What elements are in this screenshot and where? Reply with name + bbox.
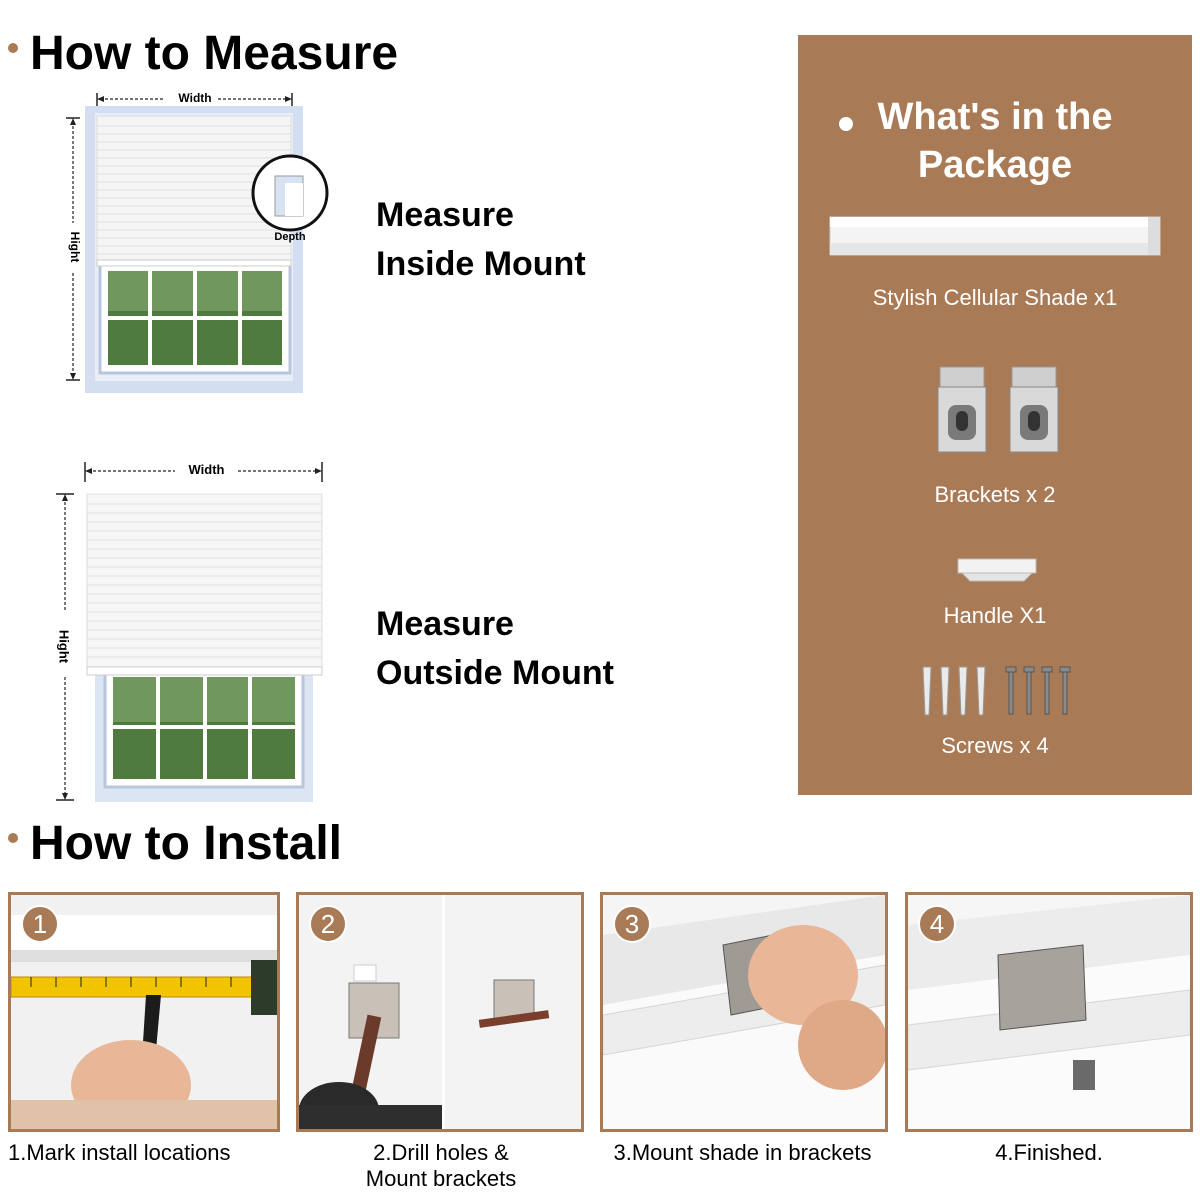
bullet-icon bbox=[8, 833, 18, 843]
step-1-number-badge: 1 bbox=[21, 905, 59, 943]
install-step-4-photo bbox=[905, 892, 1193, 1132]
inside-mount-line2: Inside Mount bbox=[376, 245, 586, 283]
step-4-number-badge: 4 bbox=[918, 905, 956, 943]
inside-mount-label bbox=[376, 191, 586, 289]
measure-heading bbox=[8, 27, 399, 80]
package-item-screws-label: Screws x 4 bbox=[941, 733, 1049, 758]
handle-icon bbox=[956, 555, 1038, 583]
outside-mount-line2: Outside Mount bbox=[376, 654, 614, 692]
bracket-icon bbox=[936, 365, 1061, 457]
outside-mount-illustration bbox=[50, 462, 340, 807]
screw-icon bbox=[918, 665, 1078, 717]
package-item-handle-label: Handle X1 bbox=[943, 603, 1047, 628]
inside-height-label: Hight bbox=[68, 231, 82, 263]
inside-mount-window-image bbox=[60, 88, 340, 398]
step-1-caption: 1.Mark install locations bbox=[8, 1140, 231, 1165]
package-panel bbox=[798, 35, 1192, 795]
package-item-brackets-label: Brackets x 2 bbox=[934, 482, 1056, 507]
inside-width-label: Width bbox=[178, 91, 212, 105]
install-step-1-photo bbox=[8, 892, 280, 1132]
install-heading bbox=[8, 817, 342, 870]
inside-mount-line1: Measure bbox=[376, 196, 514, 234]
outside-mount-line1: Measure bbox=[376, 605, 514, 643]
install-step-3-photo bbox=[600, 892, 888, 1132]
shade-rail-icon bbox=[828, 213, 1163, 263]
step-3-number-badge: 3 bbox=[613, 905, 651, 943]
install-heading-text: How to Install bbox=[30, 817, 342, 870]
outside-height-label: Hight bbox=[56, 629, 72, 664]
package-title-line1: What's in the bbox=[877, 96, 1113, 138]
package-item-shade-label: Stylish Cellular Shade x1 bbox=[872, 285, 1118, 310]
step-3-caption: 3.Mount shade in brackets bbox=[613, 1140, 872, 1165]
step-2-caption-line1: 2.Drill holes & bbox=[373, 1140, 509, 1165]
package-title-line2: Package bbox=[917, 144, 1073, 186]
install-step-2-photo bbox=[296, 892, 584, 1132]
outside-width-label: Width bbox=[188, 462, 225, 477]
step-2-number-badge: 2 bbox=[309, 905, 347, 943]
measure-heading-text: How to Measure bbox=[30, 27, 399, 80]
bullet-icon bbox=[8, 43, 18, 53]
step-4-caption: 4.Finished. bbox=[995, 1140, 1103, 1165]
package-title bbox=[798, 93, 1192, 189]
inside-depth-label: Depth bbox=[274, 231, 306, 243]
outside-mount-window-image bbox=[50, 462, 340, 807]
step-2-caption-line2: Mount brackets bbox=[365, 1166, 517, 1191]
inside-mount-illustration bbox=[60, 88, 340, 398]
outside-mount-label bbox=[376, 600, 614, 698]
step-2-caption bbox=[296, 1140, 586, 1192]
